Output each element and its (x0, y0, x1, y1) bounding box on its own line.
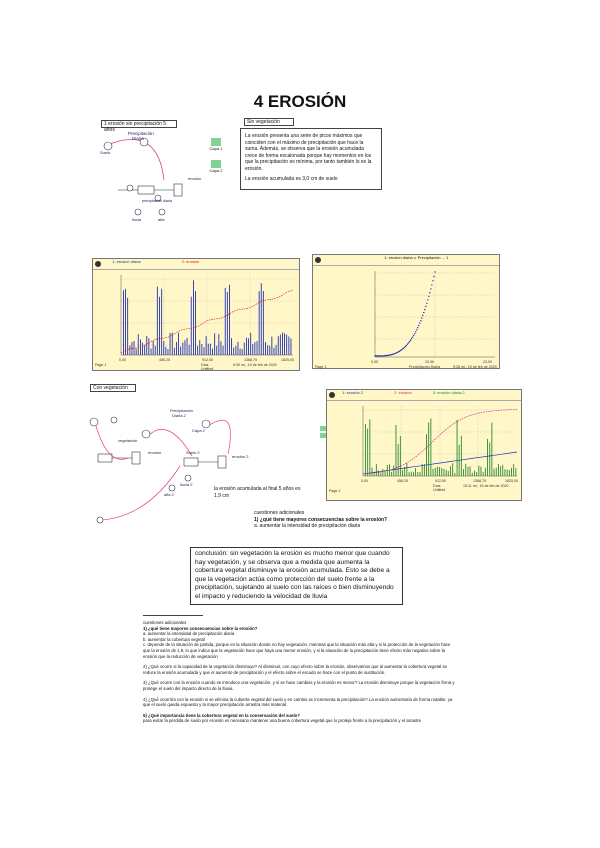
chart3-bar (428, 423, 429, 477)
model2-label-precip: Precipitación (170, 408, 193, 413)
chart1-bar (291, 339, 292, 356)
chart1-bar (199, 340, 200, 355)
chart3-bar (457, 420, 458, 476)
chart1-bar (227, 292, 228, 355)
chart3-bar (470, 466, 471, 476)
chart3-bar (380, 473, 381, 477)
chart1-bar (182, 343, 183, 356)
chart2-xtick: 0,00 (371, 360, 378, 364)
chart1-xtick: 912,50 (202, 358, 213, 362)
chart3-bar (411, 472, 412, 477)
model2-label-lluvia: lluvia 2 (180, 482, 193, 487)
chart3-xtick: 456,25 (397, 479, 408, 483)
chart1-bar (163, 341, 164, 355)
chart3-bar (448, 471, 449, 476)
chart1-bar (280, 335, 281, 356)
chart2-xtick: 20,00 (483, 360, 492, 364)
chart3-bar (396, 425, 397, 476)
chart1-bar (165, 347, 166, 355)
chart2-point (408, 342, 409, 343)
chart1-bar (161, 289, 162, 355)
chart1-plot (93, 269, 301, 372)
chart1-bar (259, 291, 260, 355)
chart1-bar (216, 346, 217, 355)
chart3-bar (476, 472, 477, 476)
chart3-bar (511, 468, 512, 476)
chart1-bar (208, 344, 209, 355)
chart3-bar (437, 467, 438, 476)
chart3-bar (461, 436, 462, 476)
chart3-bar (474, 471, 475, 476)
model1-header: 1 erosión sin precipitación 5 años (104, 121, 166, 133)
chart1-bar (191, 297, 192, 355)
chart3-bar (391, 472, 392, 476)
chart1-legend-1: 1: erosión diaria (112, 259, 141, 264)
chart3-bar (513, 464, 514, 476)
chart2-point (420, 320, 421, 321)
chart1-bar (238, 342, 239, 355)
chart3-bar (483, 472, 484, 476)
chart1-bar (142, 343, 143, 355)
chart1-bar (286, 335, 287, 356)
chart2-point (405, 346, 406, 347)
chart1-bar (176, 342, 177, 355)
chart1-bar (151, 349, 152, 355)
chart3-xtick: 912,50 (435, 479, 446, 483)
chart2-xlabel: Precipitación Diaria (409, 365, 440, 369)
chart3-bar (494, 469, 495, 476)
chart1-bar (174, 348, 175, 355)
chart2-point (419, 322, 420, 323)
chart2-point (417, 327, 418, 328)
chart3-bar (433, 469, 434, 476)
layer-icon (211, 160, 221, 168)
chart1-bar (212, 349, 213, 355)
chart3-bar (478, 466, 479, 476)
chart1-legend-2: 2: erosión (181, 259, 200, 264)
chart3-bar (487, 439, 488, 476)
chart2-point (422, 315, 423, 316)
chart1-bar (261, 283, 262, 355)
chart2-xtick: 10,00 (425, 360, 434, 364)
chart2-footer: Page 1 (315, 365, 327, 369)
notes1-body: La erosión presenta una serie de picos máximos que coinciden con el máximo de precipitación que hace la suma. Además, se observa que la erosión acumulada crece de forma escalonada porque hay momentos en los que la precipitación es mínima, por tanto también lo es la erosión. (245, 133, 372, 172)
questions-small (254, 510, 404, 530)
chart2-point (415, 331, 416, 332)
chart1-xtick: 456,25 (159, 358, 170, 362)
chart3-bar (507, 470, 508, 477)
qa-a5: para evitar la pérdida de suelo por erosión es necesario mantener una buena cobertura vegetal que lo proteja frente a la precipitación y el arrastre (143, 718, 422, 724)
model1-legend (204, 138, 228, 173)
chart2-point (424, 309, 425, 310)
chart3-bar (450, 466, 451, 476)
chart1-bar (254, 342, 255, 355)
chart3-bar (496, 468, 497, 477)
chart3-bar (502, 465, 503, 476)
qa-q1-block (143, 626, 458, 660)
chart3-bar (402, 470, 403, 476)
chart1-bar (197, 346, 198, 355)
qa-a1c: c. depende de la situación de partida, porque en la situación donde no hay vegetación, mientras que la situación más alta y si la protección de la vegetación hace que la erosión de 1,9, lo que indica que la vegetación hace que haya una menor erosión, y si la situación de la precipitación tiene efecto más negativo sobre la erosión que la reducción de vegetación (143, 642, 451, 659)
chart2-point (407, 343, 408, 344)
chart3-bar (439, 467, 440, 476)
chart2-point (406, 345, 407, 346)
chart1-bar (252, 344, 253, 355)
model2-header-box (90, 384, 136, 392)
qa-a1b: b. aumentar la cobertura vegetal (143, 636, 205, 642)
chart2-point (403, 348, 404, 349)
chart3-legend-1: 1: erosión 2 (342, 390, 364, 395)
chart1-bar (178, 333, 179, 355)
layer-icon (211, 138, 221, 146)
chart1-bar (223, 346, 224, 355)
notes1-header-box (244, 118, 294, 126)
chart2-point (430, 288, 431, 289)
chart1-bar (155, 346, 156, 355)
chart3-bar (393, 466, 394, 476)
chart1-bar (168, 349, 169, 355)
chart3-xtick: 1825,00 (505, 479, 518, 483)
chart3-bar (468, 467, 469, 476)
qa-p2: 2) ¿Qué ocurre si la capacidad de la vegetación disminuye? Al disminuir, con cuyo efecto sobre la erosión, observamos que al aumentar la cobertura vegetal se reduce la erosión acumulada y que el aumento de precipitación y el efecto sobre el escudo se hace con el punto de sustitución. (143, 664, 448, 675)
chart3-bar (444, 469, 445, 476)
chart3 (326, 389, 522, 501)
qa-header: cuestiones adicionales (143, 620, 187, 625)
model2-label-erosion2: erosión 2 (232, 454, 249, 459)
chart2-stamp: 9:26 mi., 19 de feb de 2020 (453, 365, 497, 369)
chart1-bar (125, 289, 126, 355)
notes1-header: Sin vegetación (247, 119, 280, 125)
chart3-bar (417, 472, 418, 476)
chart1-bar (172, 333, 173, 356)
chart1-bar (231, 338, 232, 355)
qa-p4: 4) ¿Qué ocurriría con la erosión si se elimina la cubierta vegetal del suelo y en cambio se incrementa la precipitación? La erosión aumentaría de forma notable, ya que el suelo queda expuesto y la mayor precipitación arrastra más material. (143, 696, 453, 708)
chart1-bar (246, 338, 247, 355)
chart1-bar (242, 349, 243, 355)
chart1-bar (229, 285, 230, 355)
chart3-bar (472, 473, 473, 476)
chart3-legend-3: 3: erosión diaria 2 (432, 390, 465, 395)
chart1-bar (148, 338, 149, 355)
qa-q5-block (143, 713, 458, 724)
chart3-bar (505, 469, 506, 476)
chart1-xlabel: Días (201, 363, 209, 367)
chart1-bar (123, 290, 124, 355)
chart1-xtick: 0,00 (119, 358, 126, 362)
chart3-xtick: 0,00 (361, 479, 368, 483)
chart3-bar (372, 468, 373, 476)
chart2-point (426, 303, 427, 304)
chart1-bar (129, 346, 130, 355)
model1-label-diaria: Diaria (132, 136, 144, 141)
chart1-stamp: 9:30 mi., 19 de feb de 2020 (233, 363, 277, 367)
chart2-point (413, 335, 414, 336)
chart2-point (412, 336, 413, 337)
qa-q5: 5) ¿Qué importancia tiene la cobertura vegetal en la conservación del suelo? (143, 712, 300, 718)
chart3-bar (426, 434, 427, 476)
model1-header-box (101, 120, 177, 133)
chart3-legend-2: 2: erosión (394, 390, 412, 395)
chart1-bar (267, 345, 268, 355)
model2-label-erosion: erosión (148, 450, 162, 455)
chart1 (92, 258, 300, 371)
chart3-bar (420, 472, 421, 476)
chart1-bar (244, 343, 245, 355)
chart3-unit: Untitled (433, 488, 446, 492)
chart1-bar (248, 338, 249, 355)
chart1-bar (153, 341, 154, 355)
chart1-bar (180, 347, 181, 355)
chart1-bar (201, 344, 202, 355)
chart3-bar (454, 473, 455, 476)
chart1-bar (132, 342, 133, 355)
model2-label-suelo2: Suelo 2 (186, 450, 200, 455)
chart2-point (411, 338, 412, 339)
qa-q1: 1) ¿qué tiene mayores consecuencias sobre la erosión? (143, 625, 258, 631)
chart1-bar (159, 297, 160, 355)
model2-header: Con vegetación (93, 385, 128, 391)
chart1-bar (278, 336, 279, 355)
legend-layer-1: Capa 1 (204, 138, 228, 152)
chart1-bar (240, 348, 241, 355)
model1-label-suelo: Suelo (100, 150, 111, 155)
chart1-bar (136, 349, 137, 355)
chart3-bar (376, 464, 377, 476)
chart2-point (428, 296, 429, 297)
chart3-footer: Page 1 (329, 489, 341, 493)
qa-a1a: a. aumentar la intensidad de precipitación diaria (143, 631, 235, 637)
chart3-bar (382, 469, 383, 476)
model2-label-diaria: Diaria 2 (172, 413, 186, 418)
chart1-bar (269, 346, 270, 355)
chart-menu-icon[interactable] (329, 392, 335, 398)
questions-small-header: cuestiones adicionales (254, 510, 305, 516)
chart2-point (409, 341, 410, 342)
chart3-bar (367, 429, 368, 476)
model2-label-alfa: alfa 2 (164, 492, 174, 497)
chart-menu-icon[interactable] (95, 261, 101, 267)
chart1-bar (214, 333, 215, 355)
chart3-bar (509, 470, 510, 476)
chart1-xtick: 1368,75 (244, 358, 257, 362)
chart2-point (418, 325, 419, 326)
chart1-bar (187, 338, 188, 355)
chart3-bar (398, 444, 399, 476)
chart2 (312, 254, 500, 369)
model1-label-precip-diaria: precipitación diaria (142, 199, 172, 203)
chart2-point (421, 317, 422, 318)
chart3-bar (481, 467, 482, 476)
chart1-footer: Page 1 (95, 363, 107, 367)
model1-label-precip: Precipitación (128, 131, 154, 136)
chart1-bar (195, 291, 196, 355)
chart1-bar (146, 336, 147, 355)
chart2-plot (313, 265, 501, 370)
questions-small-q1: 1) ¿qué tiene mayores consecuencias sobre la erosión? (254, 516, 388, 523)
notes1-footer: La erosión acumulada es 3,0 cm de suelo (245, 176, 338, 182)
chart2-point (431, 284, 432, 285)
chart2-point (433, 276, 434, 277)
chart1-bar (282, 333, 283, 355)
chart3-bar (515, 468, 516, 476)
chart1-bar (189, 345, 190, 355)
chart1-bar (233, 348, 234, 355)
chart1-bar (204, 347, 205, 355)
chart1-bar (288, 337, 289, 356)
chart1-bar (276, 345, 277, 355)
qa-divider (143, 615, 203, 616)
chart1-bar (127, 298, 128, 355)
chart2-point (434, 271, 435, 272)
chart3-bar (378, 471, 379, 477)
chart1-bar (185, 340, 186, 355)
qa-section (143, 620, 458, 729)
chart2-point (429, 292, 430, 293)
chart1-bar (221, 342, 222, 356)
chart3-bar (485, 468, 486, 476)
chart1-bar (235, 346, 236, 355)
model1-label-lluvia: lluvia (132, 217, 142, 222)
chart3-bar (465, 464, 466, 476)
chart2-point (414, 333, 415, 334)
chart3-bar (498, 464, 499, 476)
chart3-xlabel: Días (433, 484, 441, 488)
chart1-xtick: 1825,00 (281, 358, 294, 362)
chart3-bar (400, 436, 401, 476)
page-title: 4 EROSIÓN (253, 92, 347, 111)
chart1-bar (257, 341, 258, 355)
model1-label-erosion: erosión (188, 176, 202, 181)
chart-menu-icon[interactable] (315, 257, 321, 263)
chart3-bar (489, 442, 490, 476)
chart1-bar (206, 336, 207, 355)
chart1-bar (284, 333, 285, 355)
chart3-bar (441, 468, 442, 476)
chart3-bar (430, 418, 431, 476)
chart3-bar (500, 466, 501, 476)
chart3-bar (435, 468, 436, 476)
chart1-bar (210, 344, 211, 355)
model1-label-alfa: alfa (158, 217, 165, 222)
chart1-bar (274, 348, 275, 355)
model2-label-capa: Capa 2 (192, 428, 205, 433)
chart2-point (410, 340, 411, 341)
model2-label-vegetacion: vegetación (118, 438, 138, 443)
chart1-bar (157, 287, 158, 355)
chart3-bar (369, 419, 370, 476)
chart3-stamp: 15:11 mi., 19 de feb de 2020 (463, 484, 509, 488)
chart3-bar (463, 469, 464, 476)
chart3-bar (424, 464, 425, 476)
chart1-bar (271, 337, 272, 355)
chart1-bar (138, 334, 139, 355)
chart3-plot (327, 400, 523, 502)
chart1-bar (193, 280, 194, 355)
conclusion-box: conclusión: sin vegetación la erosión es mucho menor que cuando hay vegetación, y se observa que a medida que aumenta la cobertura vegetal disminuye la erosión acumulada. Esto se debe a que la vegetación actúa como protección del suelo frente a la precipitación, sujetando al suelo con las raíces o bien disminuyendo el impacto y reduciendo la velocidad de lluvia (190, 547, 403, 605)
chart1-unit: Untitled (201, 367, 214, 371)
qa-p3: 3) ¿Qué ocurre con la erosión cuando se introduce una vegetación, y si se hace cambios y la erosión es menor? La erosión disminuye porque la vegetación frena y protege el suelo del impacto directo de la lluvia. (143, 680, 455, 691)
chart3-bar (415, 468, 416, 476)
chart1-bar (144, 345, 145, 355)
chart3-bar (413, 472, 414, 476)
questions-small-a1: a. aumentar la intensidad de precipitación diaria (254, 523, 361, 529)
chart3-bar (452, 463, 453, 476)
chart2-point (427, 299, 428, 300)
chart2-point (423, 312, 424, 313)
notes1-box (240, 128, 382, 190)
chart3-bar (491, 423, 492, 476)
chart2-point (432, 280, 433, 281)
legend-layer-2: Capa 2 (204, 160, 228, 174)
chart3-bar (409, 472, 410, 476)
chart1-bar (250, 333, 251, 355)
chart2-point (416, 329, 417, 330)
chart3-bar (446, 470, 447, 476)
chart1-bar (218, 334, 219, 355)
chart2-legend: 1: erosión diaria v. Precipitación ... 1 (384, 255, 449, 260)
chart3-xtick: 1368,75 (473, 479, 486, 483)
chart1-bar (225, 288, 226, 355)
chart1-bar (265, 342, 266, 355)
model2-note: la erosión acumulada al final 5 años es 1,9 cm (214, 486, 301, 499)
chart2-point (425, 306, 426, 307)
chart3-bar (365, 424, 366, 476)
chart3-bar (406, 463, 407, 476)
